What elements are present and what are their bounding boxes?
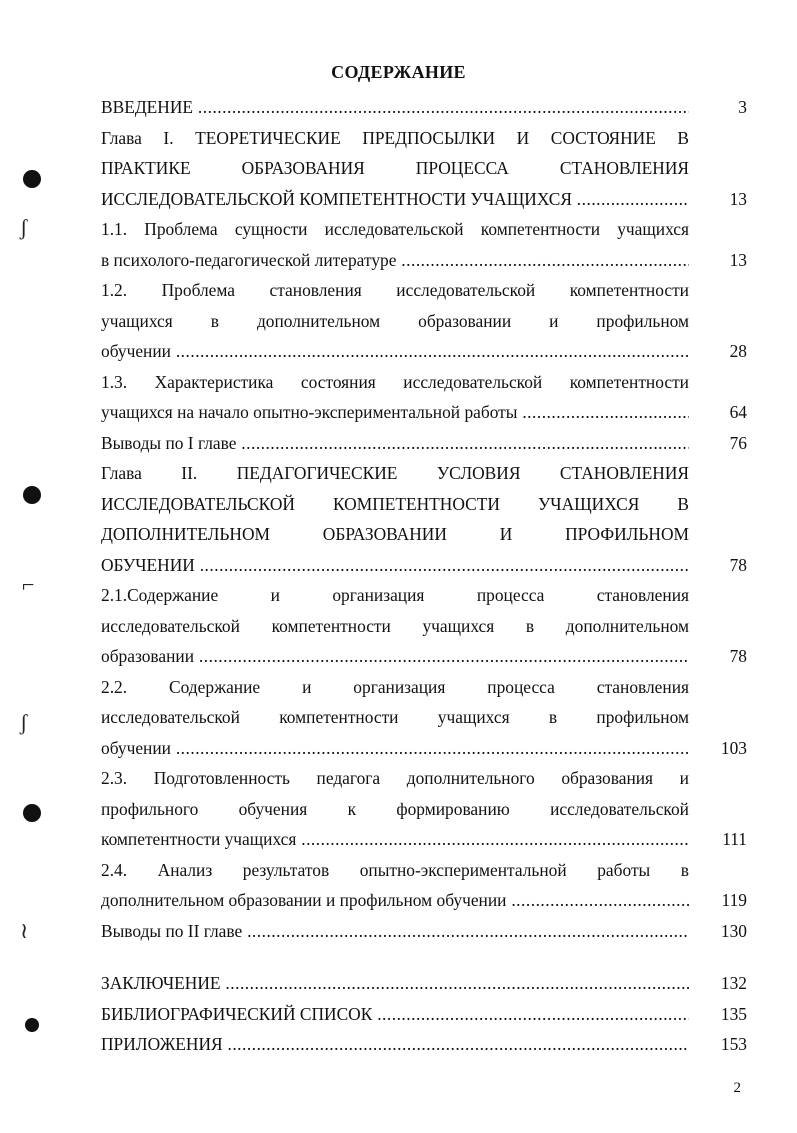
- toc-entry-line: [101, 458, 747, 489]
- toc-entry-line: [101, 367, 747, 398]
- toc-entry-text: ИССЛЕДОВАТЕЛЬСКОЙ КОМПЕТЕНТНОСТИ УЧАЩИХСЯ .....: [101, 184, 689, 215]
- toc-entry-line: [101, 245, 747, 276]
- toc-entry-text: БИБЛИОГРАФИЧЕСКИЙ СПИСОК .....: [101, 999, 689, 1030]
- toc-entry-text: 2.2. Содержание и организация процесса становления: [101, 676, 689, 697]
- toc-page-number: 78: [729, 646, 747, 666]
- toc-entry-text: 1.3. Характеристика состояния исследовательской компетентности: [101, 371, 689, 392]
- toc-entry-text: исследовательской компетентности учащихся в профильном: [101, 707, 689, 727]
- toc-page-number: 103: [720, 737, 747, 758]
- toc-entry-text: ОБУЧЕНИИ .....: [101, 550, 689, 581]
- toc-entry-text: обучении .....: [101, 336, 689, 367]
- toc-entry-line: [101, 824, 747, 855]
- toc-entry-line: [101, 550, 747, 581]
- toc-entry-line: [101, 611, 747, 642]
- toc-entry-text: учащихся в дополнительном образовании и профильном: [101, 310, 689, 331]
- toc-entry-line: [101, 184, 747, 215]
- toc-entry-text: учащихся на начало опытно-экспериментальной работы .....: [101, 397, 689, 428]
- toc-entry-line: [101, 1029, 747, 1060]
- toc-entry-line: [101, 153, 747, 184]
- table-of-contents: [101, 92, 747, 1060]
- toc-page-number: 64: [729, 402, 747, 422]
- toc-entry-line: [101, 397, 747, 428]
- punch-hole-mark: [23, 170, 41, 188]
- toc-entry-text: ПРИЛОЖЕНИЯ .....: [101, 1029, 689, 1060]
- toc-entry-line: [101, 580, 747, 611]
- scan-artifact-mark: ≀: [20, 918, 29, 943]
- toc-page-number: 135: [720, 1003, 747, 1024]
- toc-entry-text: ИССЛЕДОВАТЕЛЬСКОЙ КОМПЕТЕНТНОСТИ УЧАЩИХСЯ В: [101, 493, 689, 514]
- toc-entry-text: 2.1.Содержание и организация процесса становления: [101, 585, 689, 605]
- toc-page-number: 28: [729, 341, 747, 361]
- toc-page-number: 130: [720, 920, 747, 941]
- toc-entry-text: исследовательской компетентности учащихся в дополнительном: [101, 615, 689, 636]
- toc-entry-text: 2.4. Анализ результатов опытно-экспериментальной работы в: [101, 859, 689, 880]
- toc-entry-line: [101, 733, 747, 764]
- toc-entry-line: [101, 885, 747, 916]
- toc-page-number: 111: [722, 829, 747, 849]
- toc-page-number: 119: [721, 890, 747, 910]
- punch-hole-mark: [25, 1018, 39, 1032]
- scan-artifact-mark: ʃ: [20, 710, 28, 735]
- punch-hole-mark: [23, 804, 41, 822]
- toc-entry-text: профильного обучения к формированию исследовательской: [101, 798, 689, 819]
- toc-entry-text: в психолого-педагогической литературе .....: [101, 245, 689, 276]
- toc-entry-text: образовании .....: [101, 641, 689, 672]
- toc-entry-text: ДОПОЛНИТЕЛЬНОМ ОБРАЗОВАНИИ И ПРОФИЛЬНОМ: [101, 524, 689, 544]
- toc-entry-line: [101, 275, 747, 306]
- toc-entry-text: 2.3. Подготовленность педагога дополнительного образования и: [101, 768, 689, 788]
- toc-page-number: 3: [738, 97, 747, 117]
- toc-entry-line: [101, 855, 747, 886]
- page-number: 2: [733, 1080, 741, 1096]
- toc-entry-text: ПРАКТИКЕ ОБРАЗОВАНИЯ ПРОЦЕССА СТАНОВЛЕНИЯ: [101, 158, 689, 178]
- toc-entry-line: [101, 92, 747, 123]
- toc-entry-text: Глава II. ПЕДАГОГИЧЕСКИЕ УСЛОВИЯ СТАНОВЛЕНИЯ: [101, 463, 689, 483]
- toc-entry-line: [101, 794, 747, 825]
- toc-entry-line: [101, 519, 747, 550]
- toc-page-number: 132: [720, 973, 747, 993]
- toc-entry-line: [101, 306, 747, 337]
- toc-entry-text: ЗАКЛЮЧЕНИЕ .....: [101, 968, 689, 999]
- toc-entry-line: [101, 336, 747, 367]
- toc-entry-line: [101, 702, 747, 733]
- page-title: СОДЕРЖАНИЕ: [331, 62, 466, 82]
- toc-entry-line: [101, 968, 747, 999]
- punch-hole-mark: [23, 486, 41, 504]
- toc-entry-line: [101, 763, 747, 794]
- toc-entry-line: [101, 214, 747, 245]
- toc-entry-line: [101, 428, 747, 459]
- toc-entry-line: [101, 672, 747, 703]
- scan-artifact-mark: ⌐: [22, 572, 35, 597]
- toc-entry-text: компетентности учащихся .....: [101, 824, 689, 855]
- toc-page-number: 78: [729, 554, 747, 575]
- toc-entry-text: Глава I. ТЕОРЕТИЧЕСКИЕ ПРЕДПОСЫЛКИ И СОСТОЯНИЕ В: [101, 127, 689, 148]
- toc-page-number: 13: [729, 188, 747, 209]
- toc-entry-line: [101, 916, 747, 947]
- toc-entry-text: обучении .....: [101, 733, 689, 764]
- toc-entry-text: ВВЕДЕНИЕ .....: [101, 92, 689, 123]
- section-gap: [101, 946, 747, 968]
- toc-entry-line: [101, 123, 747, 154]
- toc-entry-line: [101, 641, 747, 672]
- scan-artifact-mark: ʃ: [20, 215, 28, 240]
- toc-page-number: 153: [720, 1034, 747, 1054]
- toc-entry-text: 1.1. Проблема сущности исследовательской компетентности учащихся: [101, 219, 689, 239]
- toc-page-number: 13: [729, 249, 747, 270]
- toc-entry-text: 1.2. Проблема становления исследовательской компетентности: [101, 280, 689, 300]
- toc-entry-text: Выводы по II главе .....: [101, 916, 689, 947]
- toc-entry-line: [101, 489, 747, 520]
- toc-entry-line: [101, 999, 747, 1030]
- toc-entry-text: дополнительном образовании и профильном обучении .....: [101, 885, 689, 916]
- toc-entry-text: Выводы по I главе .....: [101, 428, 689, 459]
- toc-page-number: 76: [729, 432, 747, 453]
